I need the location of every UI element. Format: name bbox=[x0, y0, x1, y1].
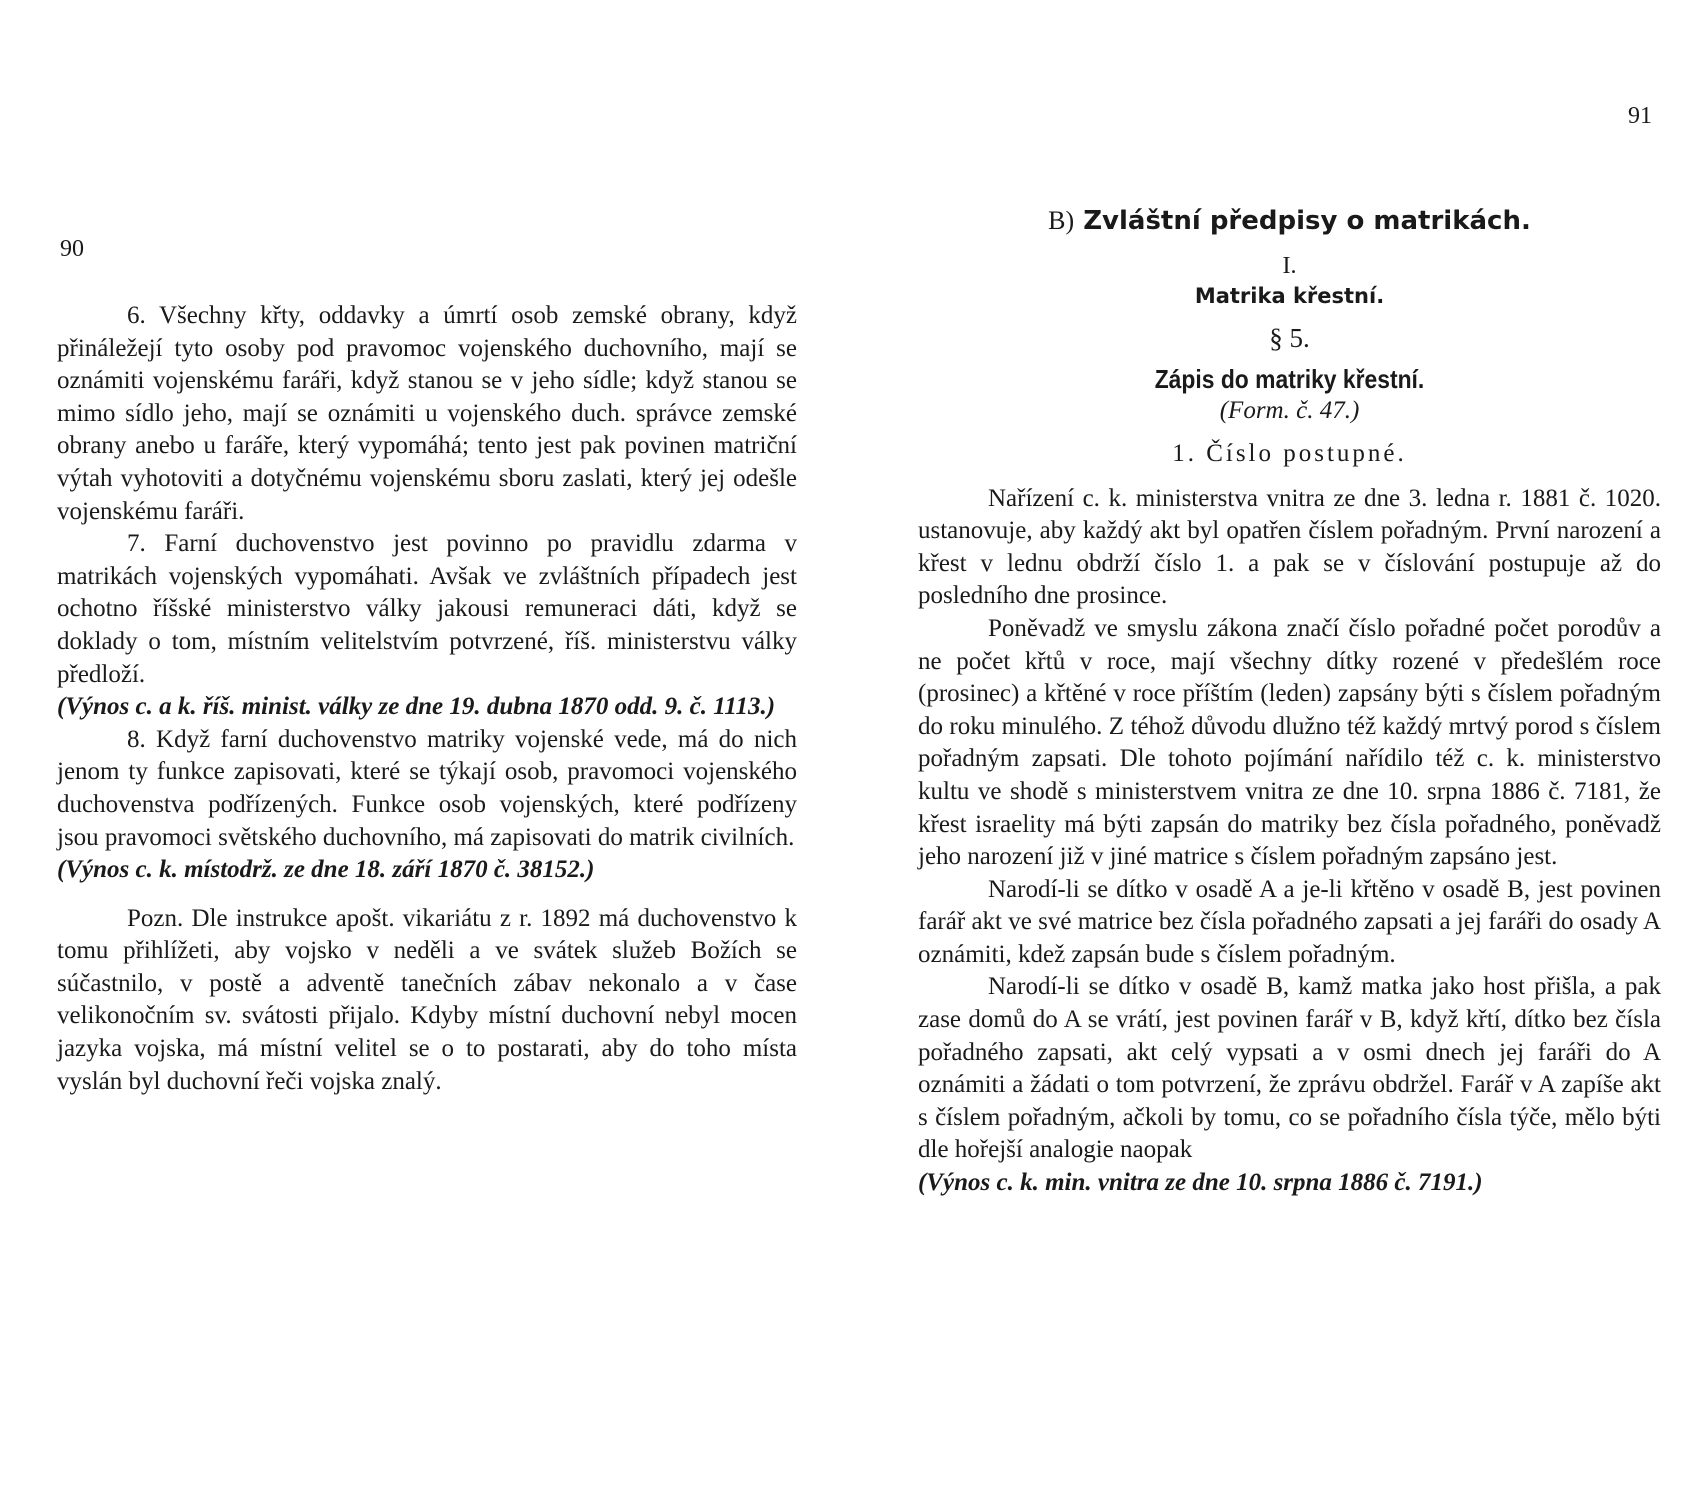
part-title: Matrika křestní. bbox=[1194, 283, 1385, 308]
paragraph-8: 8. Když farní duchovenstvo matriky vojenské vede, má do nich jenom ty funkce zapisovati, které se týkají osob, pravomoci vojenského duchovenstva podřízených. Funkce osob vojenských, které podřízeny jsou pravomoci světského duchovního, má zapisovati do matrik civilních. bbox=[57, 725, 797, 851]
form-reference: (Form. č. 47.) bbox=[1219, 397, 1360, 425]
subsection-title: 1. Číslo postupné. bbox=[1172, 439, 1407, 467]
body-paragraph-2: Poněvadž ve smyslu zákona značí číslo pořadné počet porodův a ne počet křtů v roce, mají všechny dítky rozené v předešlém roce (prosinec) a křtěné v roce příštím (leden) zapsány býti s číslem pořadným do roku minulého. Z téhož důvodu dlužno též každý mrtvý porod s číslem pořadným zapsati. Dle tohoto pojímání nařídilo též c. k. ministerstvo kultu ve shodě s ministerstvem vnitra ze dne 10. srpna 1886 č. 7181, že křest israelity má býti zapsán do matriky bez čísla pořadného, poněvadž jeho narození již v jiné matrice s číslem pořadným zapsáno jest. bbox=[918, 614, 1661, 871]
body-paragraph-1: Nařízení c. k. ministerstva vnitra ze dne 3. ledna r. 1881 č. 1020. ustanovuje, aby každý akt byl opatřen číslem pořadným. První narození a křest v lednu obdrží číslo 1. a pak se v číslování postupuje až do posledního dne prosince. bbox=[918, 484, 1661, 610]
right-page-text bbox=[918, 205, 1661, 1200]
left-page-number: 90 bbox=[60, 236, 84, 262]
right-page-number: 91 bbox=[1628, 103, 1652, 129]
paragraph-number: § 5. bbox=[1269, 323, 1310, 354]
paragraph-7: 7. Farní duchovenstvo jest povinno po pravidlu zdarma v matrikách vojenských vypomáhati. Avšak ve zvláštních případech jest ochotno říšské ministerstvo války jakousi remuneraci dáti, když se doklady o tom, místním velitelstvím potvrzené, říš. ministerstvu války předloží. bbox=[57, 530, 797, 688]
note-paragraph: Pozn. Dle instrukce apošt. vikariátu z r. 1892 má duchovenstvo k tomu přihlížeti, aby vojsko v neděli a ve svátek služeb Božích se súčastnilo, v postě a adventě tanečních zábav nekonalo a v čase velikonočním sv. svátosti přijalo. Kdyby místní duchovní nebyl mocen jazyka vojska, má místní velitel se o to postarati, aby do toho místa vyslán byl duchovní řeči vojska znalý. bbox=[57, 904, 797, 1095]
citation-1870-governor: (Výnos c. k. místodrž. ze dne 18. září 1870 č. 38152.) bbox=[57, 856, 595, 884]
body-paragraph-4: Narodí-li se dítko v osadě B, kamž matka jako host přišla, a pak zase domů do A se vrátí, jest povinen farář v B, když křtí, dítko bez čísla pořadného zapsati, akt celý vypsati a v osmi dnech jej faráři do A oznámiti a žádati o tom potvrzení, že zprávu obdržel. Farář v A zapíše akt s číslem pořadným, ačkoli by tomu, co se pořadního čísla týče, mělo býti dle hořejší analogie naopak bbox=[918, 973, 1661, 1164]
section-title: Zvláštní předpisy o matrikách. bbox=[1083, 206, 1531, 236]
section-heading bbox=[918, 205, 1661, 238]
part-number: I. bbox=[1282, 252, 1297, 279]
section-label: B) bbox=[1048, 206, 1075, 235]
paragraph-title: Zápis do matriky křestní. bbox=[1154, 363, 1425, 394]
body-paragraph-3: Narodí-li se dítko v osadě A a je-li křtěno v osadě B, jest povinen farář akt ve své matrice bez čísla pořadného zapsati a jej faráři do osady A oznámiti, kdež zapsán bude s číslem pořadným. bbox=[918, 875, 1661, 968]
citation-1870-war-ministry: (Výnos c. a k. říš. minist. války ze dne 19. dubna 1870 odd. 9. č. 1113.) bbox=[57, 693, 776, 721]
citation-1886-interior: (Výnos c. k. min. vnitra ze dne 10. srpna 1886 č. 7191.) bbox=[918, 1169, 1483, 1197]
paragraph-6: 6. Všechny křty, oddavky a úmrtí osob zemské obrany, když přináležejí tyto osoby pod pravomoc vojenského duchovního, mají se oznámiti vojenskému faráři, když stanou se v jeho sídle; když stanou se mimo sídlo jeho, mají se oznámiti u vojenského duch. správce zemské obrany anebo u faráře, který vypomáhá; tento jest pak povinen matriční výtah vyhotoviti a dotyčnému vojenskému sboru zaslati, který jej odešle vojenskému faráři. bbox=[57, 302, 797, 525]
left-page-text bbox=[57, 300, 797, 1098]
